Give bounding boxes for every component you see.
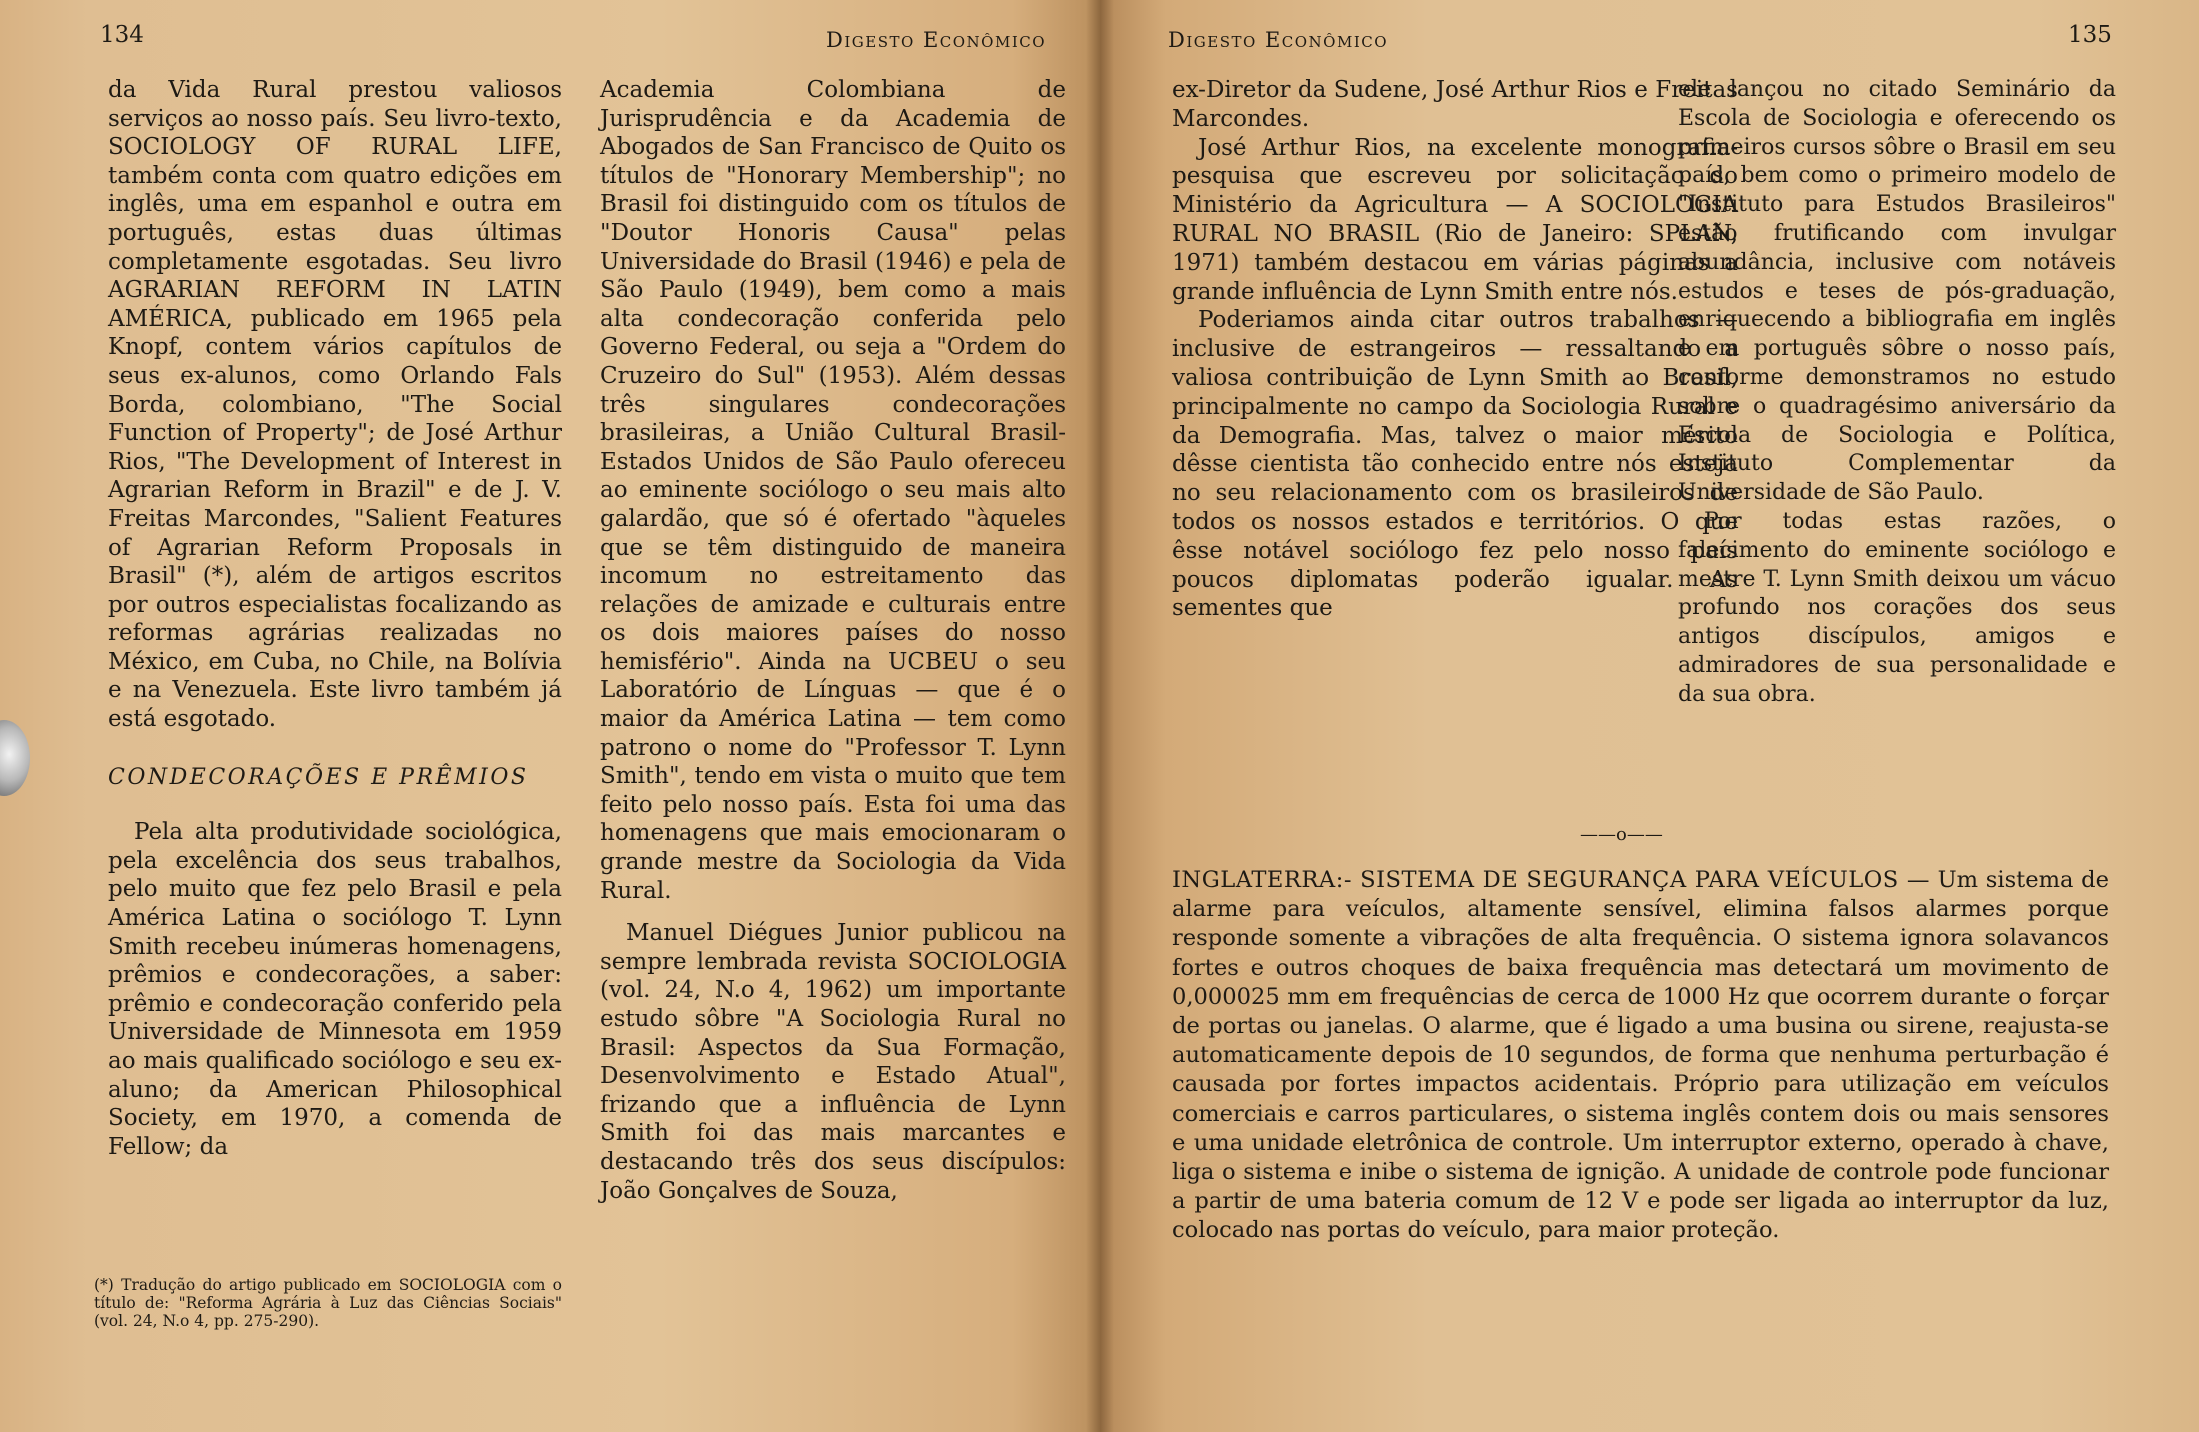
section-heading: CONDECORAÇÕES E PRÊMIOS xyxy=(108,764,529,790)
paragraph: Academia Colombiana de Jurisprudência e da Academia de Abogados de San Francisco de Quito os títulos de "Honorary Membership"; no Brasil foi distinguido com os títulos de "Doutor Honoris Causa" pelas Universidade do Brasil (1946) e pela de São Paulo (1949), bem como a mais alta condecoração conferida pelo Governo Federal, ou seja a "Ordem do Cruzeiro do Sul" (1953). Além dessas três singulares condecorações brasileiras, a União Cultural Brasil-Estados Unidos de São Paulo ofereceu ao eminente sociólogo o seu mais alto galardão, que só é ofertado "àqueles que se têm distinguido de maneira incomum no estreitamento das relações de amizade e culturais entre os dois maiores países do nosso hemisfério". Ainda na UCBEU o seu Laboratório de Línguas — que é o maior da América Latina — tem como patrono o nome do "Professor T. Lynn Smith", tendo em vista o muito que tem feito pelo nosso país. Esta foi uma das homenagens que mais emocionaram o grande mestre da Sociologia da Vida Rural. xyxy=(600,77,1066,904)
footnote: (*) Tradução do artigo publicado em SOCIOLOGIA com o título de: "Reforma Agrária à Luz das Ciências Sociais" (vol. 24, N.o 4, pp. 275-290). xyxy=(94,1276,562,1330)
paragraph: ex-Diretor da Sudene, José Arthur Rios e Freitas Marcondes. xyxy=(1172,77,1738,132)
section-separator: ——o—— xyxy=(1580,824,1663,845)
book-gutter xyxy=(1086,0,1114,1432)
paragraph: Manuel Diégues Junior publicou na sempre lembrada revista SOCIOLOGIA (vol. 24, N.o 4, 1962) um importante estudo sôbre "A Sociologia Rural no Brasil: Aspectos da Sua Formação, Desenvolvimento e Estado Atual", frizando que a influência de Lynn Smith foi das mais marcantes e destacando três dos seus discípulos: João Gonçalves de Souza, xyxy=(600,920,1066,1204)
running-head-left: Digesto Econômico xyxy=(826,28,1047,52)
right-column-2 xyxy=(1678,76,2116,710)
binder-clip xyxy=(0,720,30,796)
running-head-right: Digesto Econômico xyxy=(1168,28,1389,52)
article-title: INGLATERRA:- SISTEMA DE SEGURANÇA PARA VEÍCULOS — xyxy=(1172,867,1930,893)
paragraph: Por todas estas razões, o falecimento do eminente sociólogo e mestre T. Lynn Smith deixou um vácuo profundo nos corações dos seus antigos discípulos, amigos e admiradores de sua personalidade e da sua obra. xyxy=(1678,508,2116,707)
left-column-1 xyxy=(108,76,562,1161)
paragraph: Pela alta produtividade sociológica, pela excelência dos seus trabalhos, pelo muito que fez pelo Brasil e pela América Latina o sociólogo T. Lynn Smith recebeu inúmeras homenagens, prêmios e condecorações, a saber: prêmio e condecoração conferido pela Universidade de Minnesota em 1959 ao mais qualificado sociólogo e seu ex-aluno; da American Philosophical Society, em 1970, a comenda de Fellow; da xyxy=(108,819,562,1160)
page-number-left: 134 xyxy=(100,22,144,48)
paragraph: ele lançou no citado Seminário da Escola de Sociologia e oferecendo os primeiros cursos sôbre o Brasil em seu país, bem como o primeiro modelo de "Instituto para Estudos Brasileiros" estão frutificando com invulgar abundância, inclusive com notáveis estudos e teses de pós-graduação, enriquecendo a bibliografia em inglês e em português sôbre o nosso país, conforme demonstramos no estudo sobre o quadragésimo aniversário da Escola de Sociologia e Política, Instituto Complementar da Universidade de São Paulo. xyxy=(1678,77,2116,506)
paragraph: da Vida Rural prestou valiosos serviços ao nosso país. Seu livro-texto, SOCIOLOGY OF RURAL LIFE, também conta com quatro edições em inglês, uma em espanhol e outra em português, estas duas últimas completamente esgotadas. Seu livro AGRARIAN REFORM IN LATIN AMÉRICA, publicado em 1965 pela Knopf, contem vários capítulos de seus ex-alunos, como Orlando Fals Borda, colombiano, "The Social Function of Property"; de José Arthur Rios, "The Development of Interest in Agrarian Reform in Brazil" e de J. V. Freitas Marcondes, "Salient Features of Agrarian Reform Proposals in Brasil" (*), além de artigos escritos por outros especialistas focalizando as reformas agrárias realizadas no México, em Cuba, no Chile, na Bolívia e na Venezuela. Este livro também já está esgotado. xyxy=(108,77,562,733)
right-column-1 xyxy=(1172,76,1738,623)
news-article xyxy=(1172,866,2109,1246)
paragraph: José Arthur Rios, na excelente monografia-pesquisa que escreveu por solicitação do Ministério da Agricultura — A SOCIOLOGIA RURAL NO BRASIL (Rio de Janeiro: SPLAN, 1971) também destacou em várias páginas a grande influência de Lynn Smith entre nós. xyxy=(1172,134,1738,305)
left-column-2 xyxy=(600,76,1066,1205)
article-body: Um sistema de alarme para veículos, altamente sensível, elimina falsos alarmes porque responde somente a vibrações de alta frequência. O sistema ignora solavancos fortes e outros choques de baixa frequência mas detectará um movimento de 0,000025 mm em frequências de cerca de 1000 Hz que ocorrem durante o forçar de portas ou janelas. O alarme, que é ligado a uma busina ou sirene, reajusta-se automaticamente depois de 10 segundos, de forma que nenhuma perturbação é causada por fortes impactos acidentais. Próprio para utilização em veículos comerciais e carros particulares, o sistema inglês contem dois ou mais sensores e uma unidade eletrônica de controle. Um interruptor externo, operado à chave, liga o sistema e inibe o sistema de ignição. A unidade de controle pode funcionar a partir de uma bateria comum de 12 V e pode ser ligada ao interruptor da luz, colocado nas portas do veículo, para maior proteção. xyxy=(1172,867,2109,1244)
page-number-right: 135 xyxy=(2068,22,2112,48)
paragraph: Poderiamos ainda citar outros trabalhos — inclusive de estrangeiros — ressaltando a valiosa contribuição de Lynn Smith ao Brasil, principalmente no campo da Sociologia Rural e da Demografia. Mas, talvez o maior mérito dêsse cientista tão conhecido entre nós esteja no seu relacionamento com os brasileiros de todos os nossos estados e territórios. O que êsse notável sociólogo fez pelo nosso país poucos diplomatas poderão igualar. As sementes que xyxy=(1172,307,1738,622)
